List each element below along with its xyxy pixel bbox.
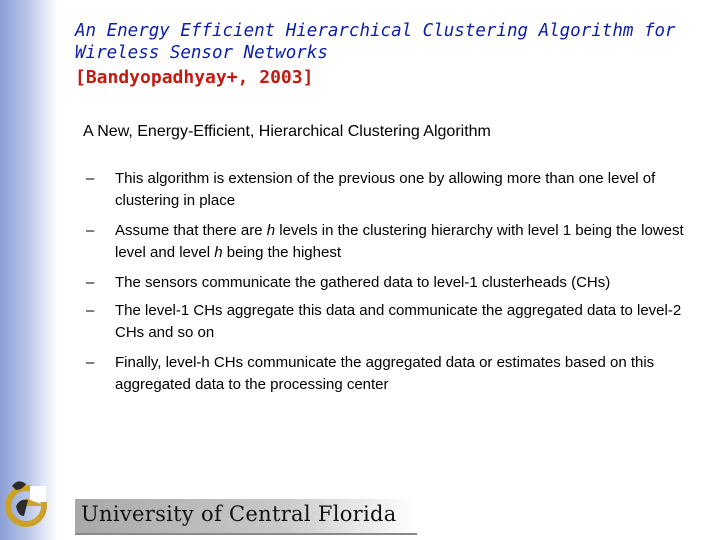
bullet-text: Assume that there are (115, 222, 267, 239)
slide-title (75, 20, 710, 64)
university-wordmark (75, 499, 417, 535)
ucf-pegasus-logo-icon (4, 476, 48, 534)
bullet-text: The sensors communicate the gathered data to level-1 clusterheads (CHs) (115, 274, 611, 291)
left-gradient-bar (0, 0, 58, 540)
bullet-text: The level-1 CHs aggregate this data and communicate the aggregated data to level-2 CHs and so on (115, 302, 682, 341)
variable-h: h (214, 244, 223, 261)
bullet-dash: – (86, 222, 95, 239)
bullet-item (83, 220, 703, 264)
bullet-dash: – (86, 274, 95, 291)
bullet-text: being the highest (222, 244, 342, 261)
university-name: University of Central Florida (81, 502, 397, 526)
bullet-text: This algorithm is extension of the previous one by allowing more than one level of clustering in place (115, 170, 656, 209)
bullet-list (83, 168, 703, 396)
bullet-dash: – (86, 170, 95, 187)
bullet-item (83, 168, 703, 212)
bullet-dash: – (86, 302, 95, 319)
bullet-text: Finally, level-h CHs communicate the aggregated data or estimates based on this aggregated data to the processing center (115, 354, 655, 393)
title-line-2: Wireless Sensor Networks (75, 43, 328, 63)
citation: [Bandyopadhyay+, 2003] (75, 67, 314, 88)
bullet-item (83, 272, 703, 294)
bullet-dash: – (86, 354, 95, 371)
title-line-1: An Energy Efficient Hierarchical Clustering Algorithm for (75, 21, 676, 41)
variable-h: h (266, 222, 276, 239)
bullet-text: levels in the clustering hierarchy with level 1 being the lowest level and level (115, 222, 684, 261)
bullet-item (83, 352, 703, 396)
bullet-item (83, 300, 703, 344)
section-heading: A New, Energy-Efficient, Hierarchical Clustering Algorithm (83, 123, 491, 140)
